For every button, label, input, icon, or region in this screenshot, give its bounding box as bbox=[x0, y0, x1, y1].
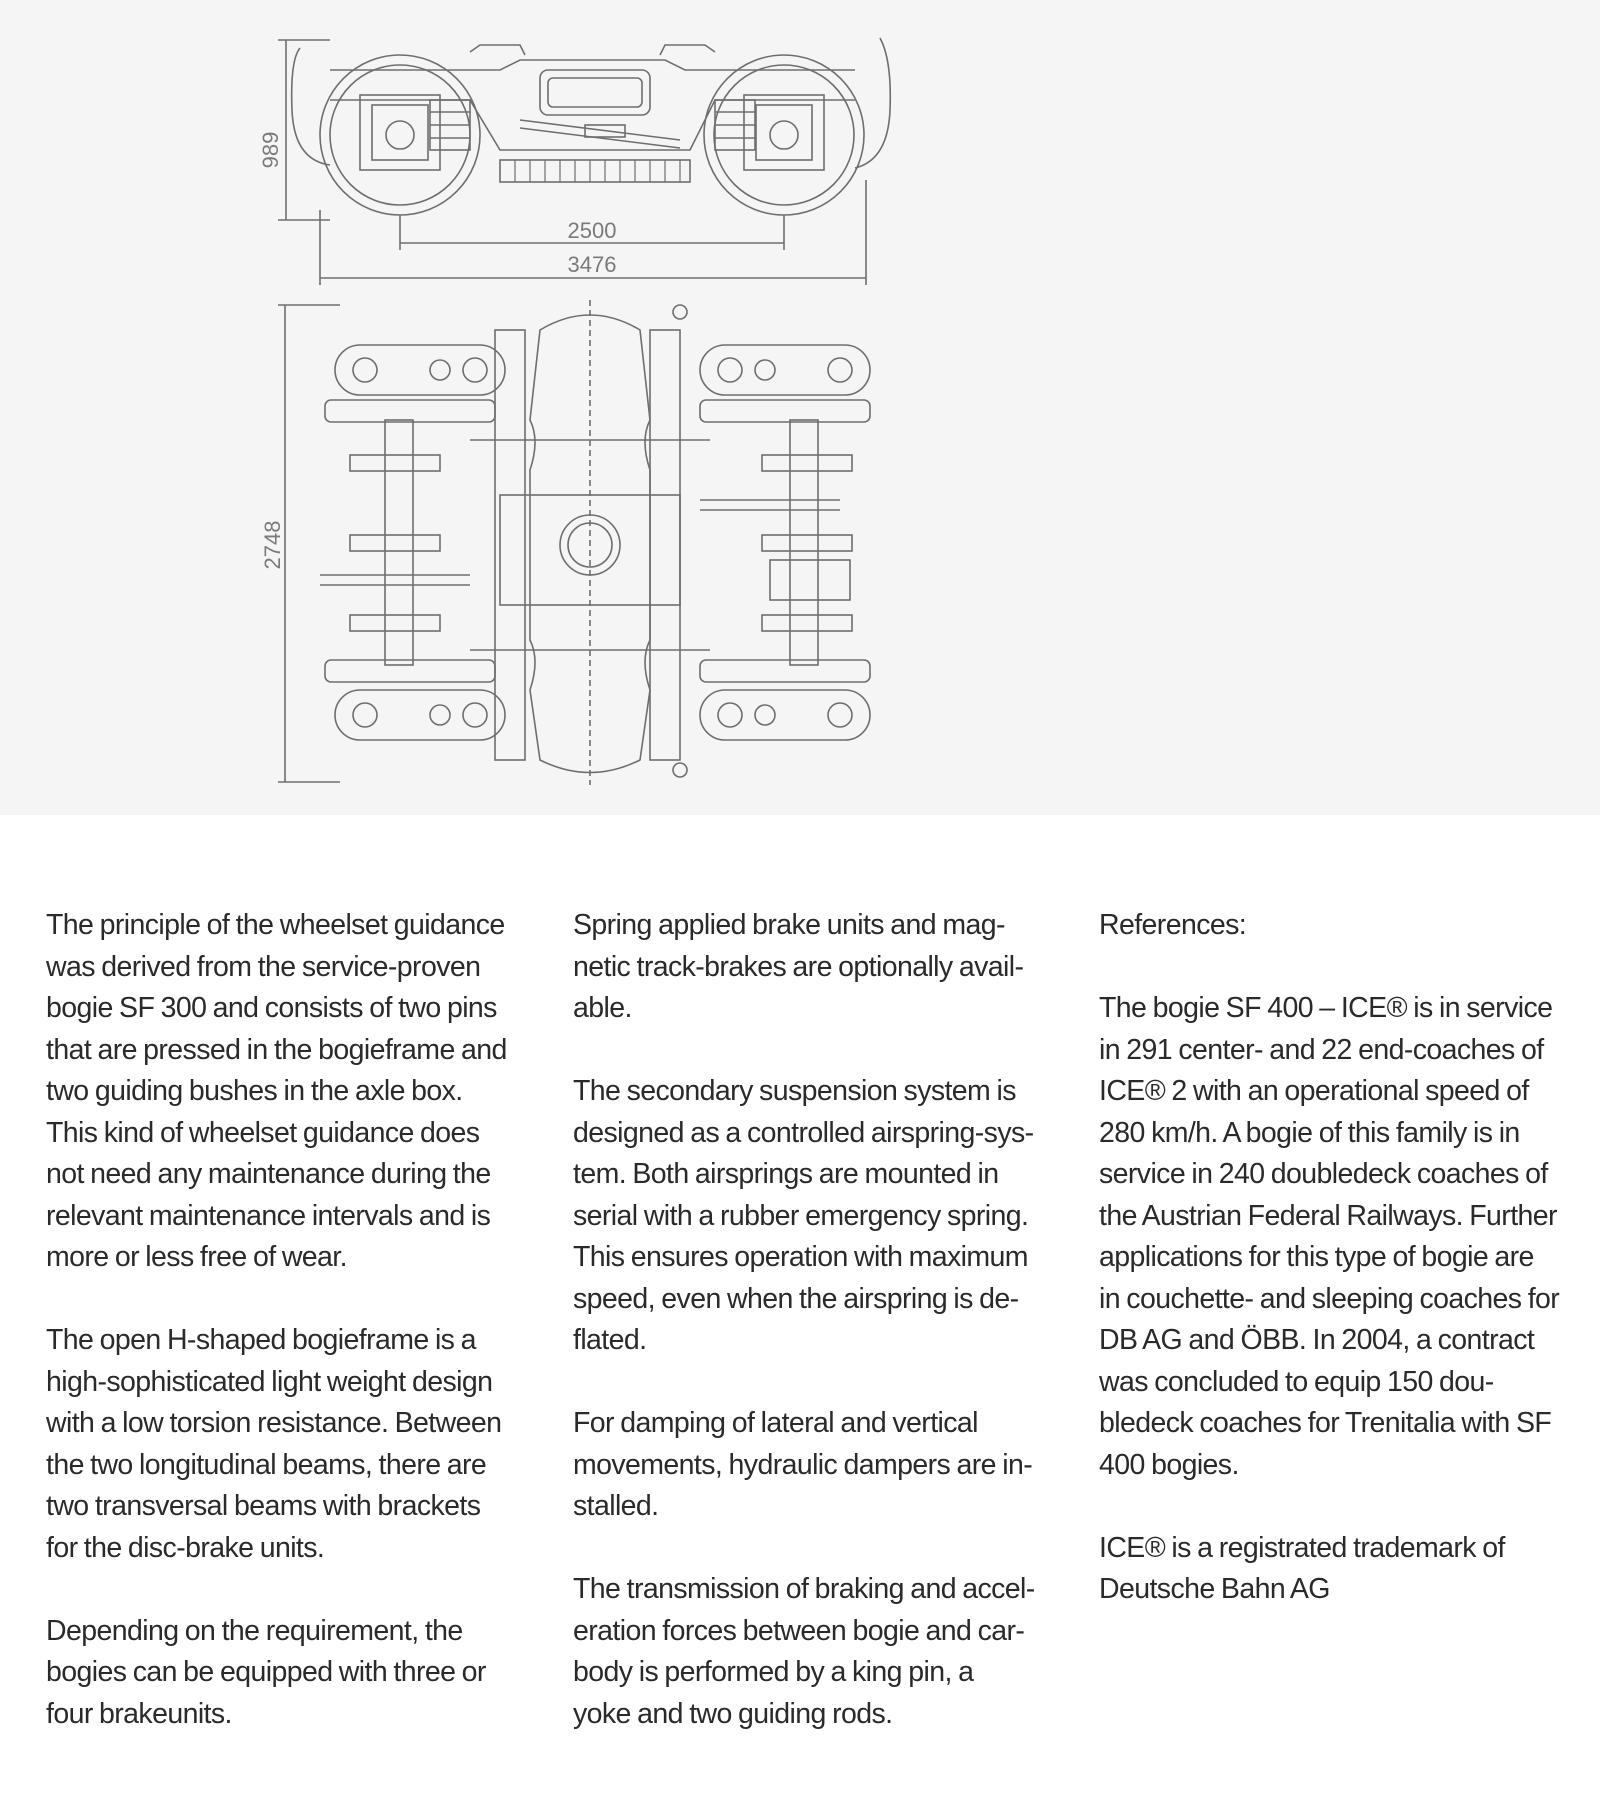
paragraph-damping: For damping of lateral and vertical movements, hydraulic dampers are in- stalled. bbox=[573, 1407, 1033, 1522]
paragraph-bogieframe: The open H-shaped bogieframe is a high-sophisticated light weight design with a low torsion resistance. Between the two longitudinal beams, there are two transversal beams with brackets for the disc-brake units. bbox=[46, 1324, 502, 1564]
paragraph-brakeunits: Depending on the requirement, the bogies can be equipped with three or four brakeunits. bbox=[46, 1614, 486, 1730]
text-column-1 bbox=[46, 905, 536, 1777]
text-column-2 bbox=[573, 905, 1063, 1777]
text-column-3 bbox=[1099, 905, 1589, 1652]
dim-wheelbase-label: 2500 bbox=[567, 218, 617, 243]
technical-drawing-panel bbox=[0, 0, 1600, 815]
bogie-side-view bbox=[278, 38, 890, 285]
paragraph-trademark: ICE® is a registrated trademark of Deutsche Bahn AG bbox=[1099, 1531, 1505, 1605]
references-heading: References: bbox=[1099, 909, 1247, 941]
paragraph-secondary-suspension: The secondary suspension system is designed as a controlled airspring-sys- tem. Both airsprings are mounted in serial with a rubber emergency spring. This ensures operation with maximum speed, even when the airspring is de- flated. bbox=[573, 1075, 1034, 1356]
dim-length-label: 3476 bbox=[567, 252, 617, 277]
paragraph-wheelset-guidance: The principle of the wheelset guidance was derived from the service-proven bogie SF 300 and consists of two pins that are pressed in the bogieframe and two guiding bushes in the axle box. This kind of wheelset guidance does not need any maintenance during the relevant maintenance intervals and is more or less free of wear. bbox=[46, 909, 507, 1273]
bogie-technical-drawing bbox=[0, 0, 1600, 815]
paragraph-force-transmission: The transmission of braking and accel- eration forces between bogie and car- body is performed by a king pin, a yoke and two guiding rods. bbox=[573, 1573, 1035, 1730]
dim-height-label: 989 bbox=[258, 131, 283, 169]
paragraph-track-brakes: Spring applied brake units and mag- netic track-brakes are optionally avail- able. bbox=[573, 909, 1024, 1024]
dim-width-label: 2748 bbox=[260, 520, 285, 570]
bogie-top-view bbox=[278, 300, 870, 785]
paragraph-references: The bogie SF 400 – ICE® is in service in 291 center- and 22 end-coaches of ICE® 2 with an operational speed of 280 km/h. A bogie of this family is in service in 240 doubledeck coaches of the Austrian Federal Railways. Further applications for this type of bogie are in couchette- and sleeping coaches for DB AG and ÖBB. In 2004, a contract was concluded to equip 150 dou- bledeck coaches for Trenitalia with SF 400 bogies. bbox=[1099, 992, 1560, 1481]
